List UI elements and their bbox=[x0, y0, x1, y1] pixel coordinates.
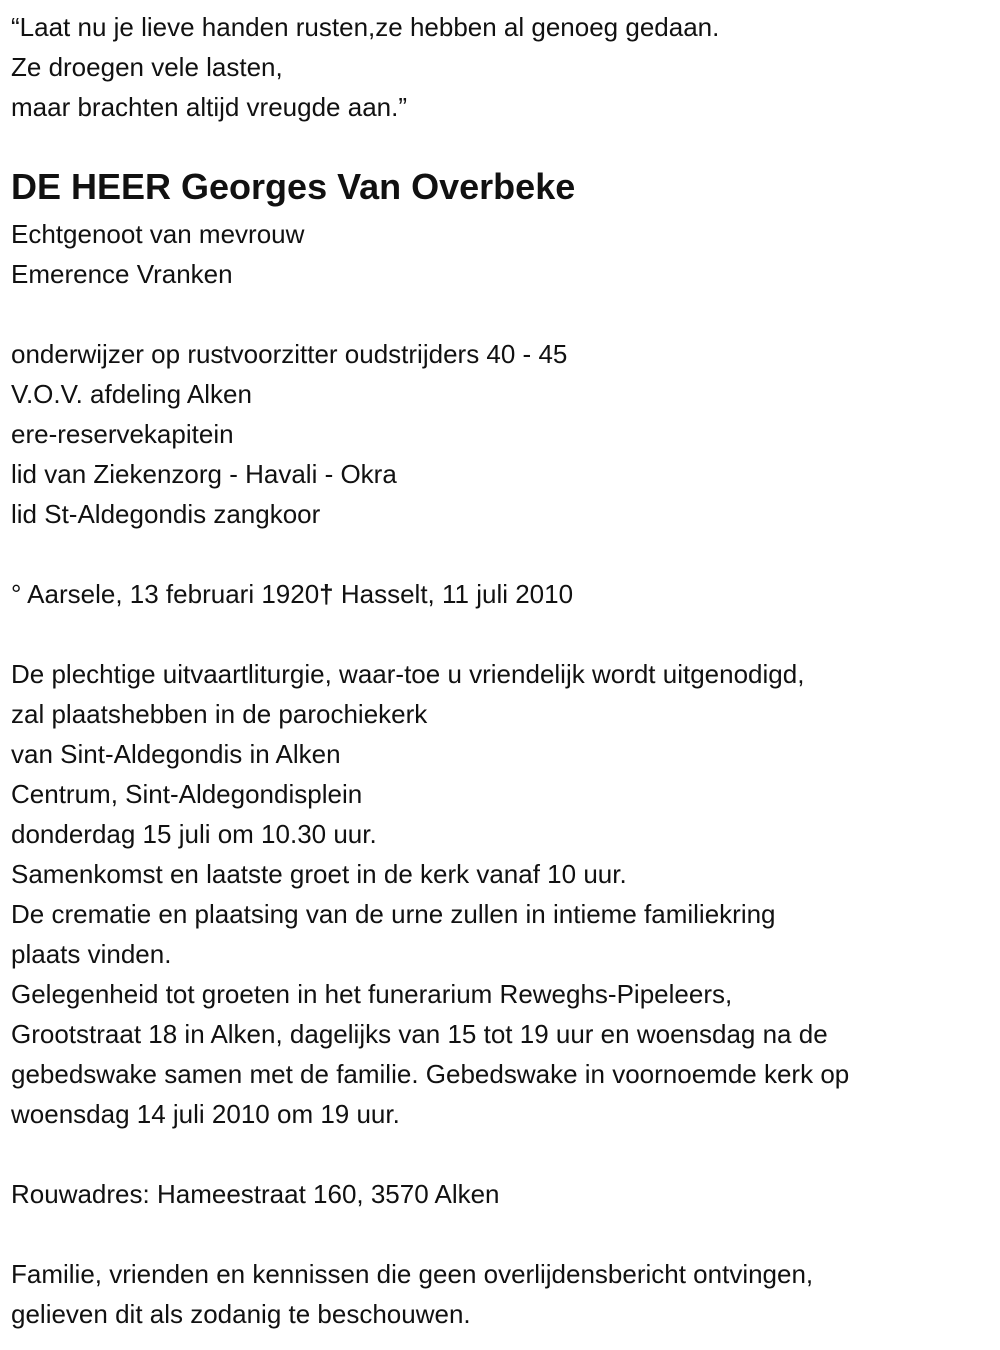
ceremony-line: plaats vinden. bbox=[11, 939, 172, 969]
ceremony-line: donderdag 15 juli om 10.30 uur. bbox=[11, 819, 377, 849]
ceremony-details bbox=[11, 654, 1000, 1134]
life-dates bbox=[11, 574, 1000, 614]
role-line: ere-reservekapitein bbox=[11, 419, 234, 449]
ceremony-line: Grootstraat 18 in Alken, dagelijks van 15 tot 19 uur en woensdag na de bbox=[11, 1019, 828, 1049]
role-line: V.O.V. afdeling Alken bbox=[11, 379, 252, 409]
deceased-name: DE HEER Georges Van Overbeke bbox=[11, 166, 576, 207]
role-line: lid St-Aldegondis zangkoor bbox=[11, 499, 321, 529]
closing-line: gelieven dit als zodanig te beschouwen. bbox=[11, 1299, 471, 1329]
quote-line: maar brachten altijd vreugde aan.” bbox=[11, 92, 408, 122]
dagger-icon: † bbox=[319, 579, 334, 609]
role-line: lid van Ziekenzorg - Havali - Okra bbox=[11, 459, 397, 489]
ceremony-line: Centrum, Sint-Aldegondisplein bbox=[11, 779, 363, 809]
ceremony-line: van Sint-Aldegondis in Alken bbox=[11, 739, 341, 769]
birth-date: ° Aarsele, 13 februari 1920 bbox=[11, 579, 320, 609]
ceremony-line: Gelegenheid tot groeten in het funerarium Reweghs-Pipeleers, bbox=[11, 979, 733, 1009]
ceremony-line: woensdag 14 juli 2010 om 19 uur. bbox=[11, 1099, 400, 1129]
quote-line: “Laat nu je lieve handen rusten,ze hebben al genoeg gedaan. bbox=[11, 12, 720, 42]
roles bbox=[11, 334, 1000, 534]
closing-line: Familie, vrienden en kennissen die geen overlijdensbericht ontvingen, bbox=[11, 1259, 814, 1289]
ceremony-line: Samenkomst en laatste groet in de kerk vanaf 10 uur. bbox=[11, 859, 627, 889]
spouse-line: Echtgenoot van mevrouw bbox=[11, 219, 305, 249]
spouse-line: Emerence Vranken bbox=[11, 259, 233, 289]
ceremony-line: De plechtige uitvaartliturgie, waar-toe u vriendelijk wordt uitgenodigd, bbox=[11, 659, 805, 689]
death-date: Hasselt, 11 juli 2010 bbox=[333, 579, 574, 609]
ceremony-line: gebedswake samen met de familie. Gebedswake in voornoemde kerk op bbox=[11, 1059, 850, 1089]
ceremony-line: zal plaatshebben in de parochiekerk bbox=[11, 699, 428, 729]
role-line: onderwijzer op rustvoorzitter oudstrijders 40 - 45 bbox=[11, 339, 568, 369]
ceremony-line: De crematie en plaatsing van de urne zullen in intieme familiekring bbox=[11, 899, 776, 929]
quote-line: Ze droegen vele lasten, bbox=[11, 52, 283, 82]
quote bbox=[11, 7, 1000, 127]
mourning-address: Rouwadres: Hameestraat 160, 3570 Alken bbox=[11, 1179, 500, 1209]
